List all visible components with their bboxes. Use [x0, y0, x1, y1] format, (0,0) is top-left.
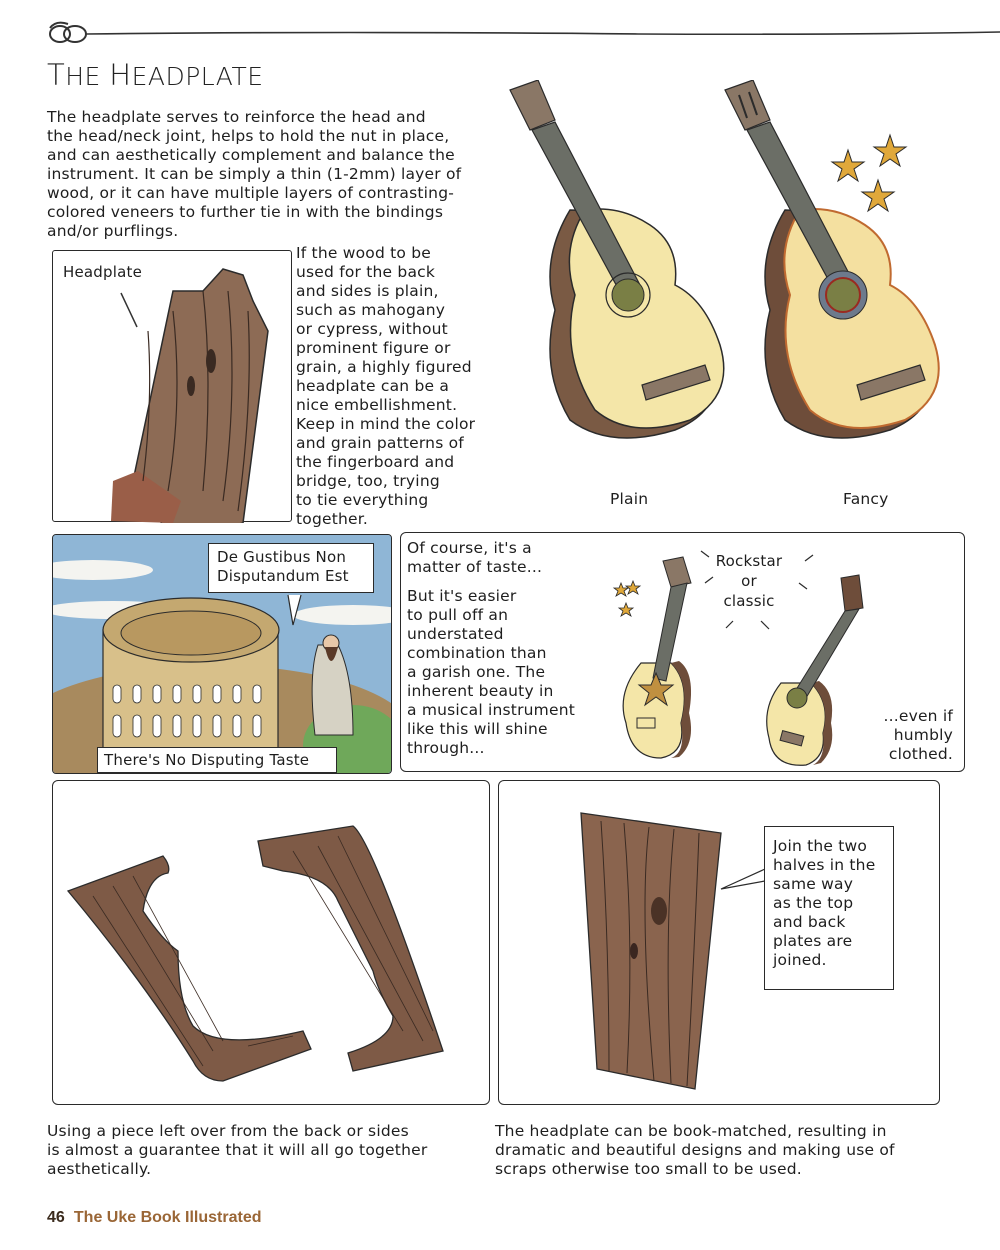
header-rule: [38, 14, 1000, 44]
caption-line: aesthetically.: [47, 1160, 152, 1178]
side-line: used for the back: [296, 263, 436, 281]
side-line: to tie everything: [296, 491, 429, 509]
taste-line: understated: [407, 625, 504, 643]
caption-left: [47, 1122, 487, 1179]
headplate-wood-illustration: [53, 251, 293, 523]
callout-line: halves in the: [773, 856, 876, 874]
side-line: or cypress, without: [296, 320, 448, 338]
side-line: bridge, too, trying: [296, 472, 440, 490]
side-line: and sides is plain,: [296, 282, 439, 300]
page-title: [47, 58, 264, 92]
intro-line: wood, or it can have multiple layers of contrasting-: [47, 184, 455, 202]
side-line: If the wood to be: [296, 244, 431, 262]
bookmatch-panel: [498, 780, 940, 1105]
taste-panel: [400, 532, 965, 772]
humble-line: clothed.: [888, 745, 953, 763]
taste-line: But it's easier: [407, 587, 517, 605]
side-line: together.: [296, 510, 369, 528]
taste-line: like this will shine: [407, 720, 548, 738]
headplate-panel: [52, 250, 292, 522]
taste-line: to pull off an: [407, 606, 509, 624]
taste-line: a musical instrument: [407, 701, 575, 719]
intro-line: and can aesthetically complement and balance the: [47, 146, 455, 164]
bookmatch-callout: [764, 826, 894, 990]
taste-line: through...: [407, 739, 485, 757]
headplate-scraps-illustration: [53, 781, 491, 1106]
callout-line: and back: [773, 913, 846, 931]
callout-line: joined.: [773, 951, 827, 969]
scraps-panel: [52, 780, 490, 1105]
side-line: the fingerboard and: [296, 453, 455, 471]
intro-line: The headplate serves to reinforce the head and: [47, 108, 426, 126]
title-part-1: HE: [65, 62, 110, 91]
side-line: nice embellishment.: [296, 396, 458, 414]
callout-line: same way: [773, 875, 854, 893]
taste-line: Of course, it's a: [407, 539, 532, 557]
burst-text: [709, 551, 789, 611]
caption-line: dramatic and beautiful designs and making use of: [495, 1141, 895, 1159]
plain-label: Plain: [610, 490, 649, 508]
title-cap-2: H: [109, 58, 132, 92]
title-part-2: EADPLATE: [131, 62, 264, 91]
page-number: 46: [47, 1209, 65, 1226]
taste-line: inherent beauty in: [407, 682, 554, 700]
double-loop-ornament-icon: [38, 14, 1000, 44]
plain-ukulele-icon: [510, 80, 724, 438]
caption-line: The headplate can be book-matched, resulting in: [495, 1122, 887, 1140]
caption-line: Using a piece left over from the back or sides: [47, 1122, 409, 1140]
callout-line: Join the two: [773, 837, 868, 855]
humble-line: ...even if: [883, 707, 953, 725]
side-line: prominent figure or: [296, 339, 451, 357]
intro-paragraph: [47, 108, 487, 241]
stars-icon: [832, 135, 906, 211]
side-line: grain, a highly figured: [296, 358, 472, 376]
side-line: Keep in mind the color: [296, 415, 476, 433]
taste-text: [407, 539, 597, 758]
fancy-label: Fancy: [843, 490, 889, 508]
title-cap-1: T: [47, 58, 66, 92]
taste-line: matter of taste...: [407, 558, 543, 576]
speech-bubble: [208, 543, 374, 593]
intro-line: and/or purflings.: [47, 222, 179, 240]
speech-line: Disputandum Est: [217, 567, 349, 585]
intro-line: instrument. It can be simply a thin (1-2mm) layer of: [47, 165, 462, 183]
callout-line: as the top: [773, 894, 854, 912]
headplate-label: Headplate: [63, 263, 143, 281]
callout-line: plates are: [773, 932, 853, 950]
burst-line: or: [741, 572, 757, 590]
speech-line: De Gustibus Non: [217, 548, 347, 566]
small-stars-icon: [614, 581, 640, 616]
intro-line: the head/neck joint, helps to hold the nut in place,: [47, 127, 450, 145]
side-line: such as mahogany: [296, 301, 446, 319]
colosseum-panel: [52, 534, 392, 774]
humble-text: [841, 707, 961, 764]
page-footer: [47, 1207, 261, 1227]
ukuleles-illustration: [500, 80, 980, 490]
spacer: [407, 577, 597, 587]
caption-line: is almost a guarantee that it will all go together: [47, 1141, 428, 1159]
caption-line: scraps otherwise too small to be used.: [495, 1160, 802, 1178]
colosseum-caption: There's No Disputing Taste: [97, 747, 337, 773]
side-paragraph: [296, 244, 496, 529]
taste-line: combination than: [407, 644, 547, 662]
humble-line: humbly: [893, 726, 953, 744]
taste-line: a garish one. The: [407, 663, 546, 681]
intro-line: colored veneers to further tie in with the bindings: [47, 203, 444, 221]
caption-right: [495, 1122, 935, 1179]
side-line: and grain patterns of: [296, 434, 464, 452]
burst-line: Rockstar: [715, 552, 783, 570]
side-line: headplate can be a: [296, 377, 450, 395]
burst-line: classic: [723, 592, 775, 610]
fancy-ukulele-icon: [725, 80, 939, 438]
book-title: The Uke Book Illustrated: [73, 1209, 262, 1226]
